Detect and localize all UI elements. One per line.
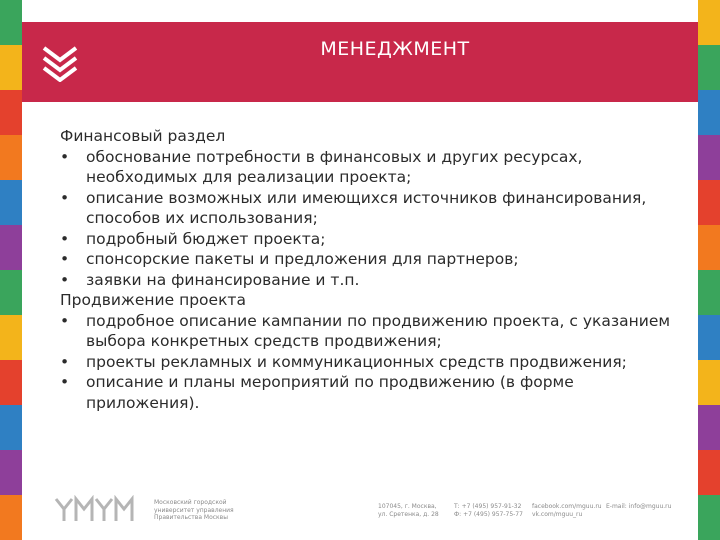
strip-segment xyxy=(0,405,22,450)
strip-segment xyxy=(698,135,720,180)
bullet-list xyxy=(60,147,690,291)
strip-segment xyxy=(0,315,22,360)
section-title: Продвижение проекта xyxy=(60,291,246,309)
list-item: • описание и планы мероприятий по продвижению (в форме приложения). xyxy=(60,373,574,412)
strip-segment xyxy=(0,180,22,225)
strip-segment xyxy=(0,450,22,495)
strip-segment xyxy=(698,405,720,450)
strip-segment xyxy=(698,180,720,225)
bullet-list xyxy=(60,311,690,414)
strip-segment xyxy=(0,90,22,135)
strip-segment xyxy=(0,495,22,540)
strip-segment xyxy=(698,450,720,495)
footer-university: Московский городской университет управления Правительства Москвы xyxy=(154,499,234,521)
list-item: • подробный бюджет проекта; xyxy=(60,229,326,248)
strip-segment xyxy=(698,0,720,45)
footer-phones: Т: +7 (495) 957-91-32 Ф: +7 (495) 957-75-77 xyxy=(454,503,523,518)
footer-social[interactable]: facebook.com/mguu.ru vk.com/mguu_ru xyxy=(532,503,602,518)
strip-segment xyxy=(0,45,22,90)
section-title: Финансовый раздел xyxy=(60,127,226,145)
page-title: МЕНЕДЖМЕНТ xyxy=(320,38,470,60)
section-financial xyxy=(60,126,690,290)
footer-email[interactable]: E-mail: info@mguu.ru xyxy=(606,503,672,510)
strip-segment xyxy=(698,225,720,270)
university-logo-icon xyxy=(54,495,144,525)
content-area xyxy=(60,126,690,413)
strip-segment xyxy=(698,45,720,90)
list-item: • спонсорские пакеты и предложения для партнеров; xyxy=(60,250,519,268)
right-decor-strip xyxy=(698,0,720,540)
strip-segment xyxy=(698,270,720,315)
list-item: • подробное описание кампании по продвижению проекта, с указанием выбора конкретных средств продвижения; xyxy=(60,311,671,350)
strip-segment xyxy=(698,90,720,135)
footer-address: 107045, г. Москва, ул. Сретенка, д. 28 xyxy=(378,503,439,518)
strip-segment xyxy=(0,135,22,180)
strip-segment xyxy=(0,270,22,315)
list-item: • заявки на финансирование и т.п. xyxy=(60,270,360,289)
header-banner xyxy=(22,22,698,102)
strip-segment xyxy=(698,360,720,405)
list-item: • проекты рекламных и коммуникационных средств продвижения; xyxy=(60,352,627,371)
strip-segment xyxy=(0,0,22,45)
list-item: • описание возможных или имеющихся источников финансирования, способов их использования; xyxy=(60,188,647,227)
footer xyxy=(22,495,698,535)
slide xyxy=(22,0,698,540)
list-item: • обоснование потребности в финансовых и других ресурсах, необходимых для реализации проекта; xyxy=(60,147,583,186)
section-promotion xyxy=(60,290,690,413)
strip-segment xyxy=(698,495,720,540)
strip-segment xyxy=(0,225,22,270)
strip-segment xyxy=(698,315,720,360)
strip-segment xyxy=(0,360,22,405)
left-decor-strip xyxy=(0,0,22,540)
